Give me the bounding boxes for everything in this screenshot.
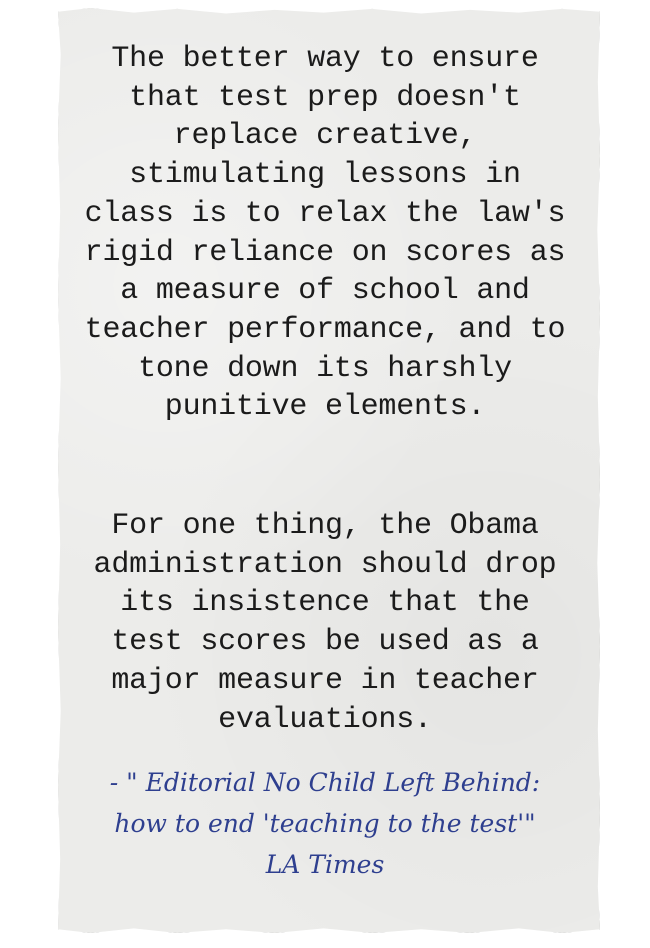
quote-paragraph-2: For one thing, the Obama administration should drop its insistence that the test scores be used as a major measure in teacher evaluations. xyxy=(93,509,557,737)
attribution xyxy=(70,762,580,885)
attribution-line-2: how to end 'teaching to the test'" xyxy=(114,809,536,838)
attribution-source: LA Times xyxy=(265,850,385,879)
attribution-line-1: - " Editorial No Child Left Behind: xyxy=(109,768,541,797)
quote-paragraph-1: The better way to ensure that test prep doesn't replace creative, stimulating lessons in class is to relax the law's rigid reliance on scores as a measure of school and teacher performance, and to tone down its harshly punitive elements. xyxy=(84,42,566,425)
